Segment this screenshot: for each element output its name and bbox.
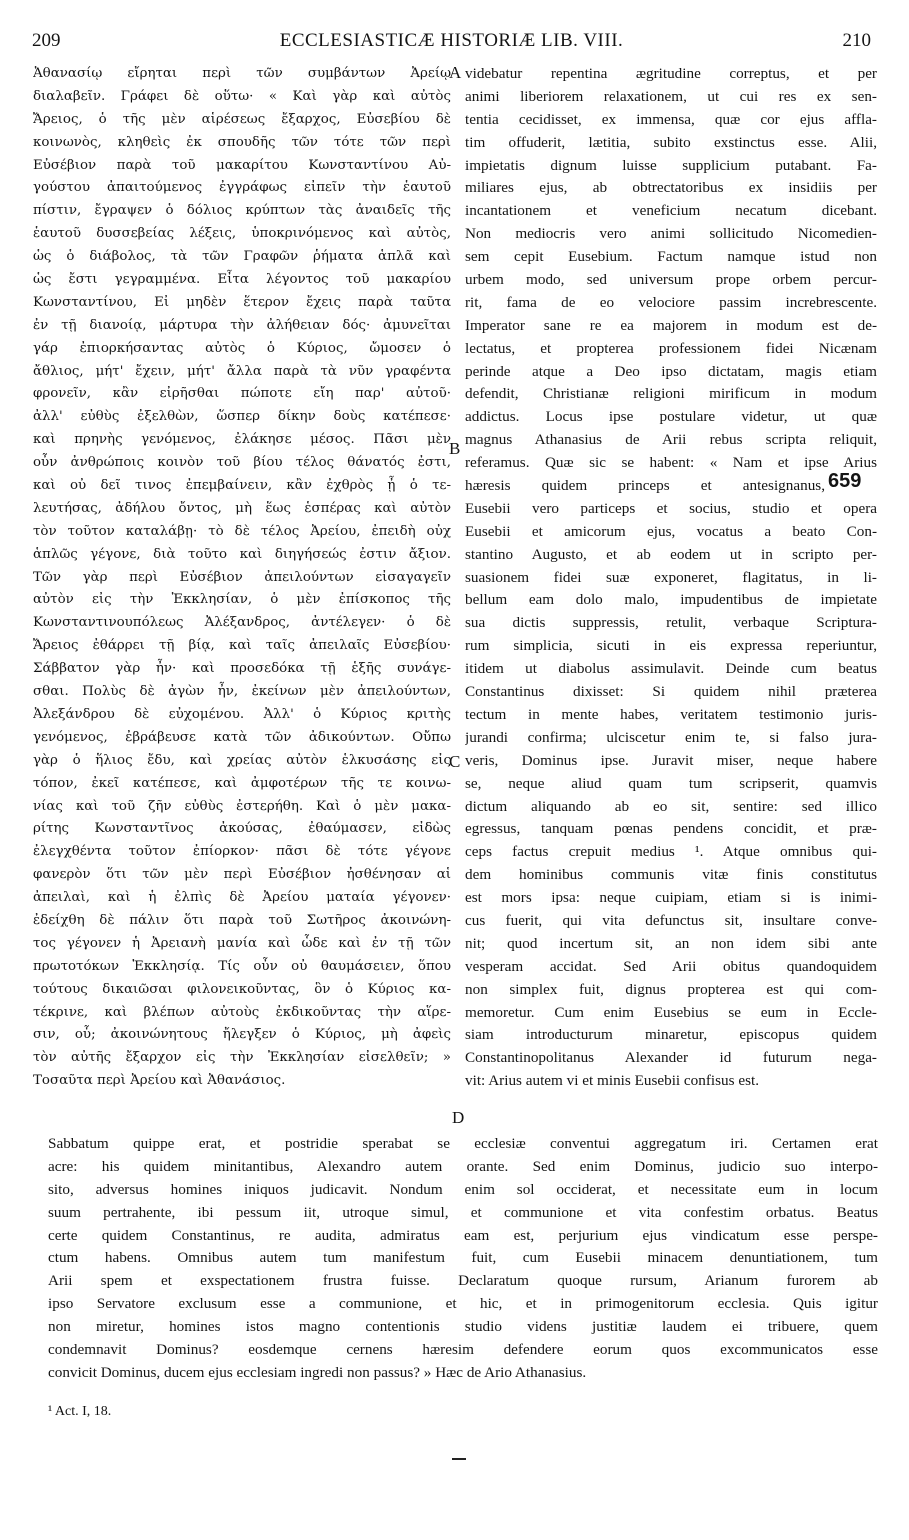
latin-text-line: tim offuderit, lætitia, subito exstinctus esse. Alii, [465,133,877,151]
latin-text-line: se, neque aliud quam tum scripserit, quamvis [465,774,877,792]
greek-text-line: τούτους δικαιῶσαι φιλονεικοῦντας, ὃν ὁ Κύριος κα- [33,981,451,997]
greek-text-line: καὶ πρηνὴς γενόμενος, ἐλάκησε μέσος. Πᾶσι μὲν [33,432,451,448]
latin-text-line: impietatis dignum luisse supplicium putabant. Fa- [465,156,877,174]
greek-text-line: γάρ ἐπιορκήσαντας αὐτὸς ὁ Κύριος, ὤμοσεν ὁ [33,340,451,356]
greek-text-line: τέκρινε, καὶ βλέπων αὐτοὺς ἐκδικοῦντας τὴν αἵρε- [33,1004,451,1020]
footnote: ¹ Act. I, 18. [48,1404,112,1419]
greek-text-line: ρίτης Κωνσταντῖνος ἀκούσας, ἐθαύμασεν, εἰδὼς [33,821,451,837]
greek-text-line: κοινωνὸς, κληθεὶς ἐκ σπουδῆς τῶν τότε τῶν περὶ [33,134,451,150]
greek-text-line: Εὐσέβιον παρὰ τοῦ μακαρίτου Κωνσταντίνου Αὐ- [33,157,451,173]
greek-text-line: οὖν ἀνθρώποις κοινὸν τοῦ βίου τέλος θάνατός ἐστι, [33,455,451,471]
latin-text-line: videbatur repentina ægritudine correptus, et per [465,65,877,82]
greek-text-line: γούστου ἀπαιτούμενος ἐγγράφως εἰπεῖν τὴν ἑαυτοῦ [33,180,451,196]
greek-text-line: ἐλεγχθέντα τοῦτον ἐπίορκον· πᾶσι δὲ τότε γέγονε [33,844,451,860]
latin-text-line: Eusebii et amicorum ejus, vocatus a beato Con- [465,522,877,540]
latin-text-line: ipso Servatore exclusum esse a communione, et hic, et in primogenitorum ecclesia. Quis igitur [48,1295,878,1313]
latin-text-line: itidem ut diabolus assimulavit. Deinde cum beatus [465,660,877,678]
latin-text-line: certe quidem Constantinus, re audita, admiratus eam est, perjurium ejus vindicatum esse perspe- [48,1226,878,1244]
latin-text-line: cus fuerit, qui vita defunctus sit, insultare conve- [465,911,877,929]
latin-text-line: condemnavit Dominus? eosdemque cernens hæresim defendere eorum quos excommunicatos esse [48,1341,878,1359]
latin-text-line: Sabbatum quippe erat, et postridie sperabat se ecclesiæ conventui aggregatum iri. Certamen erat [48,1135,878,1152]
latin-text-line: Imperator sane re ea majorem in modum est de- [465,316,877,334]
greek-text-line: διαλαβεῖν. Γράφει δὲ οὕτω· « Καὶ γὰρ καὶ αὐτὸς [33,88,451,104]
greek-text-line: φανερὸν ὅτι τῶν μὲν περὶ Εὐσέβιον ἠσθένησαν αἱ [33,867,451,883]
latin-text-line: non miretur, homines istos magno contentionis studio videns justitiæ laudem ei tribuere, quem [48,1318,878,1336]
greek-text-line: γὰρ ὁ ἥλιος ἔδυ, καὶ χρείας αὐτὸν ἑλκυσάσης εἰς [33,752,451,768]
greek-text-line: ἐν τῇ διανοίᾳ, μάρτυρα τὴν ἀλήθειαν δός· ἀμυνεῖται [33,317,451,333]
latin-column [465,63,877,1093]
greek-text-line: Ἀθανασίῳ εἴρηται περὶ τῶν συμβάντων Ἀρείῳ [33,66,451,81]
latin-text-line: miliares ejus, ab obtrectatoribus ex insidiis per [465,179,877,197]
greek-text-line: Ἄρειος, ὁ τῆς μὲν αἱρέσεως ἔξαρχος, Εὐσεβίου δὲ [33,111,451,127]
greek-text-line: τος γέγονεν ἡ Ἀρειανὴ μανία καὶ ὧδε καὶ ἐν τῇ τῶν [33,935,451,951]
latin-text-line: bellum eam dolo malo, impudentibus de impietate [465,591,877,609]
greek-text-line: φρονεῖν, κἂν εἰρῆσθαι πώποτε εἴη παρ' αὐτοῦ· [33,386,451,402]
latin-text-line: Non mediocris vero animi sollicitudo Nicomedien- [465,225,877,243]
margin-letter-a: A [449,63,462,82]
greek-text-line: τὸν τοῦτον καταλάβῃ· τὸ δὲ τέλος Ἀρείου, ἐπειδὴ οὐχ [33,523,451,539]
latin-text-line: vit: Arius autem vi et minis Eusebii confisus est. [465,1072,760,1090]
latin-text-line: ceps factus crepuit medius ¹. Atque omnibus qui- [465,843,877,861]
greek-text-line: τὸν αὐτῆς ἔξαρχον εἰς τὴν Ἐκκλησίαν εἰσελθεῖν; » [33,1050,451,1066]
greek-text-line: Τοσαῦτα περὶ Ἀρείου καὶ Ἀθανάσιος. [33,1073,286,1089]
latin-text-line: Arii spem et exspectationem frustra fuisse. Declaratum quoque rursum, Arianum furorem ab [48,1272,878,1290]
latin-text-line: Eusebii vero particeps et socius, studio et opera [465,499,877,517]
margin-letter-c: C [449,752,461,771]
latin-text-line: sito, adversus homines iniquos judicavit. Nondum enim sol occiderat, et necessitate eum in locum [48,1180,878,1198]
greek-text-line: ἐδείχθη δὲ πάλιν ὅτι παρὰ τοῦ Σωτῆρος ἀκοινώνη- [33,912,451,928]
latin-text-line: tentia cecidisset, ex immensa, quæ cor ejus affla- [465,110,877,128]
latin-text-line: Constantinopolitanus Alexander id futurum nega- [465,1049,877,1067]
margin-letter-b: B [449,439,461,458]
greek-text-line: τόπον, ἐκεῖ κατέπεσε, καὶ ἀμφοτέρων τῆς τε κοινω- [33,775,451,791]
latin-text-line: rum simplicia, sicuti in eis expressa reperiuntur, [465,637,877,655]
latin-text-line: magnus Athanasius de Arii rebus scripta reliquit, [465,431,877,449]
latin-text-line: ctum habens. Omnibus autem tum manifestum fuit, cum Eusebii minacem denuntiationem, tum [48,1249,878,1267]
page-number-left: 209 [32,30,61,51]
latin-text-line: defendit, Christianæ religioni mirificum in modum [465,385,877,403]
margin-letter-d: D [452,1108,465,1127]
greek-text-line: ἄθλιος, μήτ' ἔχειν, μήτ' ἄλλα παρὰ τὰ νῦν γραφέντα [33,363,451,379]
latin-text-line: tectum in mente habes, veritatem testimonio juris- [465,705,877,723]
greek-text-line: καὶ οὐ δεῖ τινος ἐπεμβαίνειν, κἂν ἐχθρὸς ᾖ ὁ τε- [33,478,451,494]
greek-text-line: πρωτοτόκων Ἐκκλησίᾳ. Τίς οὖν οὐ θαυμάσειεν, ὅπου [33,958,451,974]
latin-text-line: animi liberiorem relaxationem, ut cui res ex sen- [465,87,877,105]
latin-text-line: referamus. Quæ sic se habent: « Nam et ipse Arius [465,454,877,472]
greek-text-line: ἀλλ' εὐθὺς ἐξελθὼν, ὥσπερ δίκην δοὺς κατέπεσε· [33,409,451,425]
running-title: ECCLESIASTICÆ HISTORIÆ LIB. VIII. [279,30,624,51]
greek-text-line: Ἀλεξάνδρου δὲ εὐχομένου. Ἀλλ' ὁ Κύριος κριτὴς [33,706,451,722]
latin-text-line: dictum aliquando ab eo sit, sentire: sed illico [465,797,877,815]
full-width-latin [48,1133,878,1385]
latin-text-line: egressus, tanquam pœnas pendens concidit, et præ- [465,820,877,838]
greek-text-line: ὡς ὁ διάβολος, τὰ τῶν Γραφῶν ῥήματα ἁπλᾶ καὶ [33,249,451,265]
latin-text-line: siam introducturum minaretur, episcopus quidem [465,1026,877,1044]
greek-text-line: πίστιν, ἔγραψεν ὁ δόλιος κρύπτων τὰς ἀναιδεῖς τῆς [33,203,451,219]
greek-text-line: σθαι. Πολὺς δὲ ἀγὼν ἦν, ἐκείνων μὲν ἀπειλούντων, [33,684,451,700]
page-number-right: 210 [842,30,871,51]
margin-column-number: 659 [828,470,862,492]
latin-text-line: sem cepit Eusebium. Factum namque istud non [465,248,877,266]
latin-text-line: convicit Dominus, ducem ejus ecclesiam ingredi non passus? » Hæc de Ario Athanasius. [48,1363,587,1381]
running-header [32,30,871,54]
latin-text-line: sua dictis suppressis, retulit, verbaque Scriptura- [465,614,877,632]
greek-text-line: γενόμενος, ἐβράβευσε κατὰ τῶν ἀδικούντων. Οὔπω [33,729,451,745]
latin-text-line: hæresis quidem princeps et antesignanus, [465,477,825,495]
greek-column [33,63,451,1093]
greek-text-line: Σάββατον γὰρ ἦν· καὶ προσεδόκα τῇ ἑξῆς συνάγε- [33,661,451,677]
latin-text-line: jurandi confirma; ulciscetur enim te, si falso jura- [465,728,877,746]
latin-text-line: perinde atque a Deo ipso dictatam, magis etiam [465,362,877,380]
latin-text-line: veris, Dominus ipse. Juravit miser, neque habere [465,751,877,769]
latin-text-line: vesperam accidat. Sed Arii obitus quandoquidem [465,957,877,975]
greek-text-line: νίας καὶ τοῦ ζῆν εὐθὺς ἐστερήθη. Καὶ ὁ μὲν μακα- [33,798,451,814]
greek-text-line: λευτήσας, ἀδήλου ὄντος, μὴ ἕως ἑσπέρας καὶ αὐτὸν [33,500,451,516]
greek-text-line: Κωνσταντίνου, Εἰ μηδὲν ἕτερον ἔχεις παρὰ ταῦτα [33,294,451,310]
end-rule [452,1458,466,1460]
greek-text-line: ἀπειλαὶ, καὶ ἡ ἐλπὶς δὲ Ἀρείου ματαία γέγονεν· [33,890,451,906]
greek-text-line: ἁπλῶς γέγονε, διὰ τοῦτο καὶ διηγήσεώς ἐστιν ἄξιον. [33,546,451,562]
latin-text-line: nit; quod incertum sit, an non idem sibi ante [465,934,877,952]
greek-text-line: Ἄρειος ἐθάρρει τῇ βίᾳ, καὶ ταῖς ἀπειλαῖς Εὐσεβίου· [33,638,451,654]
greek-text-line: Κωνσταντινουπόλεως Ἀλέξανδρος, ἀντέλεγεν· ὁ δὲ [33,615,451,631]
latin-text-line: suasionem fidei suæ exponeret, flagitatus, in li- [465,568,877,586]
latin-text-line: incantationem et veneficium necatum dicebant. [465,202,877,220]
latin-text-line: lectatus, et propterea professionem fidei Nicænam [465,339,877,357]
greek-text-line: ἑαυτοῦ δυσσεβείας λέξεις, ὑποκρινόμενος καὶ αὐτὸς, [33,226,451,242]
greek-text-line: Τῶν γὰρ περὶ Εὐσέβιον ἀπειλούντων εἰσαγαγεῖν [33,569,451,585]
latin-text-line: stantino Augusto, et ab eodem ut in scripto per- [465,545,877,563]
latin-text-line: addictus. Locus ipse postulare videtur, ut quæ [465,408,877,426]
latin-text-line: memoretur. Cum enim Eusebius se eum in Eccle- [465,1003,877,1021]
latin-text-line: Constantinus dixisset: Si quidem nihil præterea [465,683,877,701]
greek-text-line: σιν, οὗ; ἀκοινώνητους ἤλεγξεν ὁ Κύριος, μὴ ἀφεὶς [33,1027,451,1043]
latin-text-line: rit, fama de eo velociore passim increbrescente. [465,293,877,311]
latin-text-line: est mors ipsa: neque cuipiam, etiam si is inimi- [465,889,877,907]
latin-text-line: suum pertrahente, ibi pessum iit, utroque simul, et communione et vita confestim orbatus. Beatus [48,1203,878,1221]
greek-text-line: αὐτὸν εἰς τὴν Ἐκκλησίαν, ὁ μὲν ἐπίσκοπος τῆς [33,592,451,608]
latin-text-line: acre: his quidem minitantibus, Alexandro autem orante. Sed enim Dominus, judicio suo interpo- [48,1157,878,1175]
latin-text-line: non simplex fuit, dignus propterea est qui com- [465,980,877,998]
latin-text-line: urbem modo, sed universum prope orbem percur- [465,271,877,289]
latin-text-line: dem hominibus communis vitæ finis constitutus [465,866,877,884]
greek-text-line: ὡς ἔστι γεγραμμένα. Εἶτα λέγοντος τοῦ μακαρίου [33,272,451,288]
